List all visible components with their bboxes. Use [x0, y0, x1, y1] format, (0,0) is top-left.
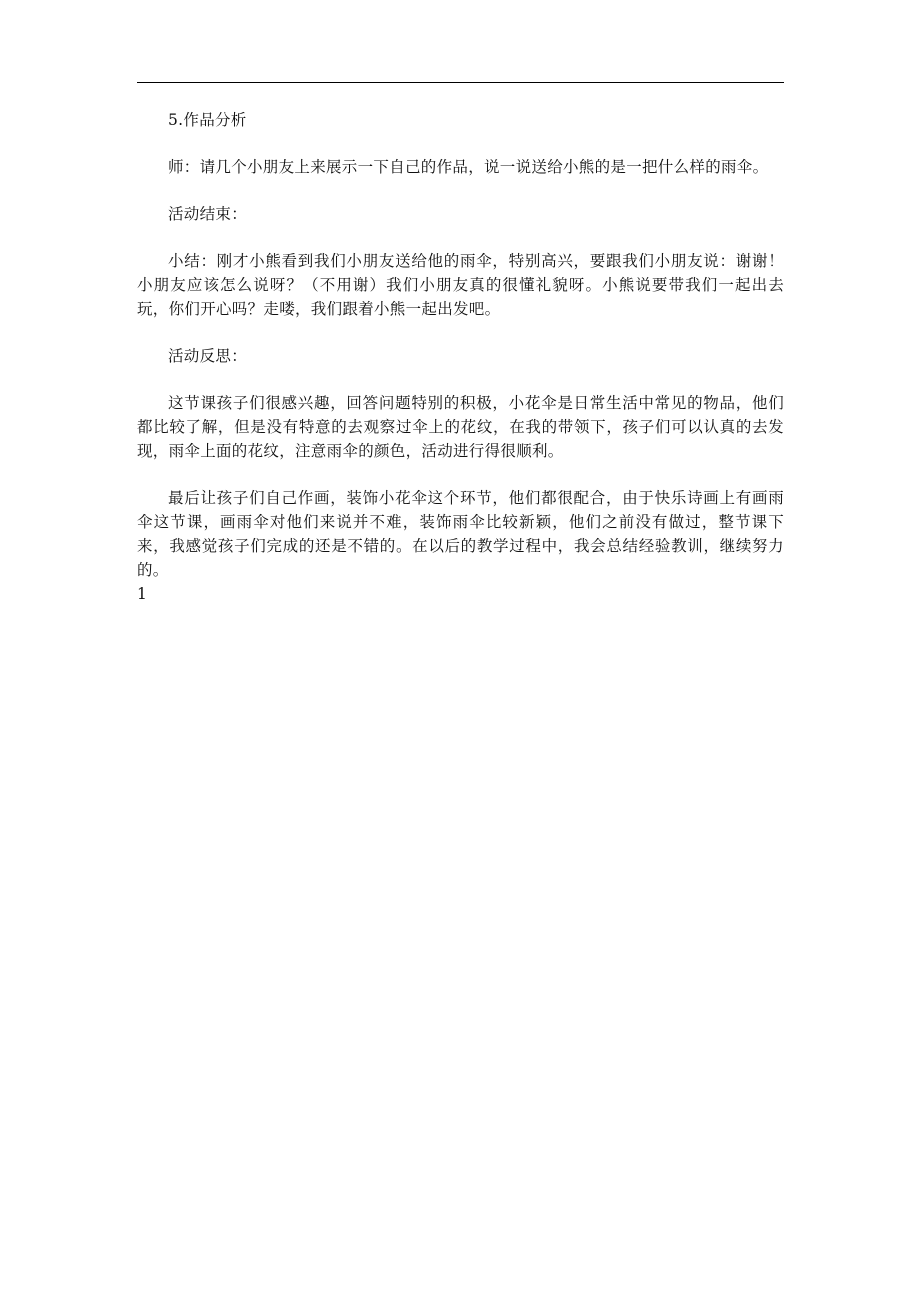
reflection-paragraph-2: 最后让孩子们自己作画，装饰小花伞这个环节，他们都很配合，由于快乐诗画上有画雨伞这节课，画雨伞对他们来说并不难，装饰雨伞比较新颖，他们之前没有做过，整节课下来，我感觉孩子们完成的还是不错的。在以后的教学过程中，我会总结经验教训，继续努力的。 — [137, 489, 784, 579]
teacher-instruction-paragraph: 师：请几个小朋友上来展示一下自己的作品，说一说送给小熊的是一把什么样的雨伞。 — [168, 158, 769, 176]
summary-paragraph: 小结：刚才小熊看到我们小朋友送给他的雨伞，特别高兴，要跟我们小朋友说：谢谢！小朋友应该怎么说呀？（不用谢）我们小朋友真的很懂礼貌呀。小熊说要带我们一起出去玩，你们开心吗？走喽，我们跟着小熊一起出发吧。 — [137, 252, 784, 318]
section-heading-reflection: 活动反思： — [168, 347, 248, 365]
reflection-paragraph-1: 这节课孩子们很感兴趣，回答问题特别的积极，小花伞是日常生活中常见的物品，他们都比较了解，但是没有特意的去观察过伞上的花纹，在我的带领下，孩子们可以认真的去发现，雨伞上面的花纹，注意雨伞的颜色，活动进行得很顺利。 — [137, 394, 784, 460]
document-body — [137, 108, 784, 606]
page-number: 1 — [137, 585, 148, 603]
section-heading-work-analysis: 5.作品分析 — [168, 111, 247, 129]
header-rule — [137, 82, 784, 83]
section-heading-activity-end: 活动结束： — [168, 205, 248, 223]
